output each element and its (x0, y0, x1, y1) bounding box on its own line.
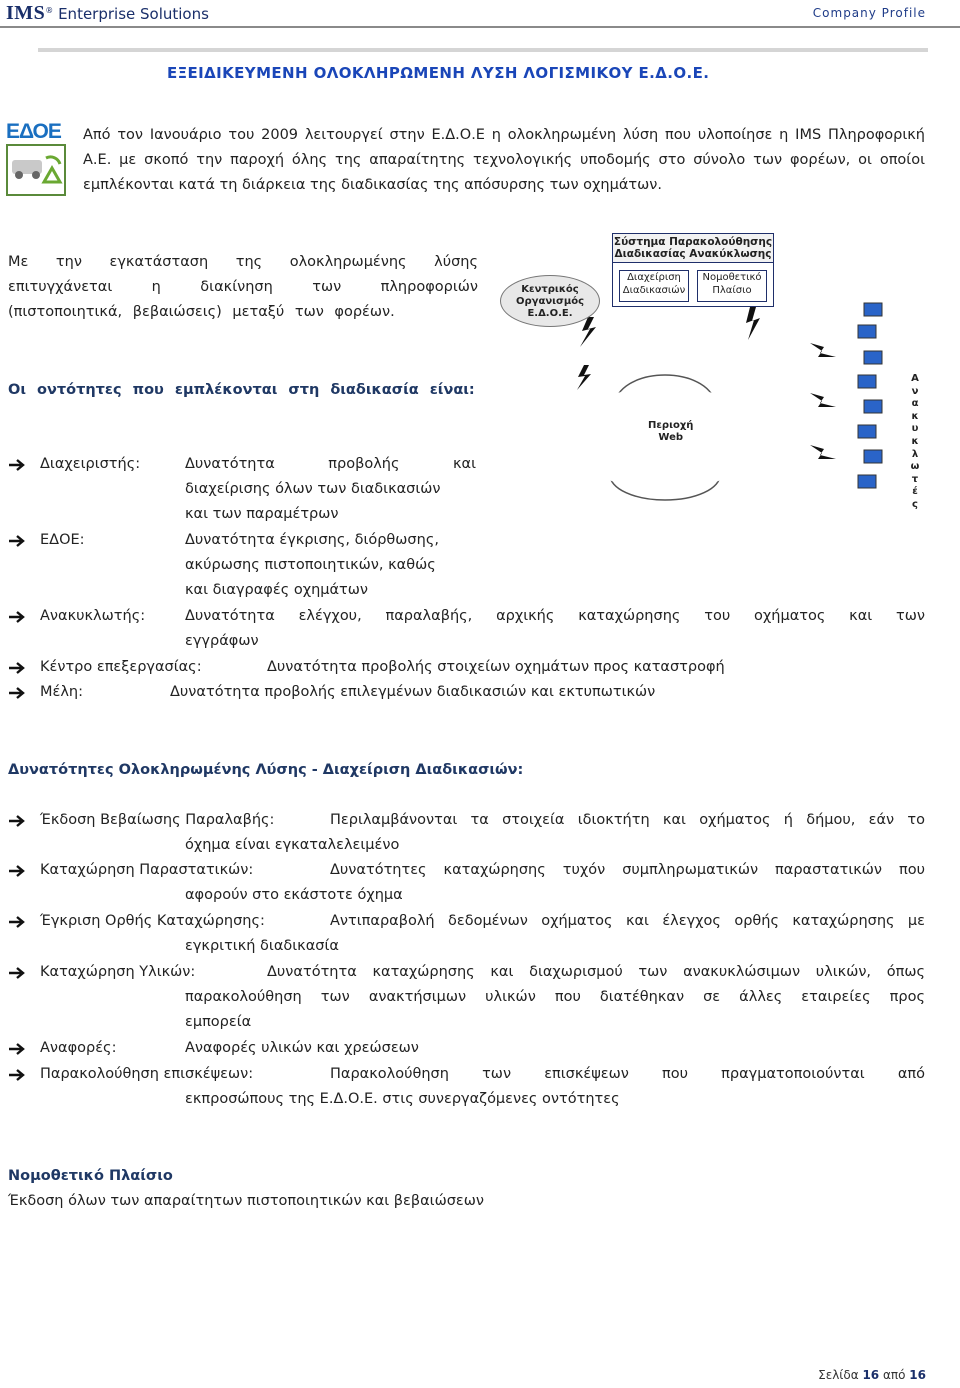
central-line2: Οργανισμός (516, 296, 584, 307)
arrow-right-icon (8, 661, 26, 675)
capabilities-heading: Δυνατότητες Ολοκληρωμένης Λύσης - Διαχείριση Διαδικασιών: (8, 762, 524, 778)
capability-item (8, 1062, 928, 1112)
capability-text-line: εγκριτική διαδικασία (185, 938, 339, 954)
capabilities-list (8, 808, 928, 1118)
ims-logo (6, 2, 209, 25)
capability-text-line: Αναφορές υλικών και χρεώσεων (185, 1040, 419, 1056)
capability-label: Έγκριση Ορθής Καταχώρησης: (40, 913, 265, 929)
legal-framework-box (697, 270, 767, 302)
recyclers-char: κ (911, 435, 919, 447)
central-line3: Ε.Δ.Ο.Ε. (527, 308, 573, 319)
process-box-line2: Διαδικασιών (622, 285, 686, 296)
entities-list (8, 452, 928, 712)
capability-label: Καταχώρηση Υλικών: (40, 964, 196, 980)
web-line1: Περιοχή (648, 420, 694, 431)
capability-item (8, 808, 928, 858)
entity-text-line: Δυνατότητα προβολής και (185, 456, 476, 472)
recyclers-char: α (911, 398, 919, 410)
capability-item (8, 909, 928, 959)
central-line1: Κεντρικός (521, 284, 579, 295)
edoe-logo-text: ΕΔΟΕ (6, 120, 61, 143)
recyclers-char: υ (911, 423, 919, 435)
entity-item (8, 452, 928, 527)
arrow-right-icon (8, 534, 26, 548)
capability-text-line: αφορούν στο εκάστοτε όχημα (185, 887, 403, 903)
ims-registered-mark: ® (45, 6, 54, 15)
capability-label: Παρακολούθηση επισκέψεων: (40, 1066, 254, 1082)
entities-heading: Οι οντότητες που εμπλέκονται στη διαδικασία είναι: (8, 382, 475, 398)
header-divider (0, 26, 960, 28)
process-box-line1: Διαχείριση (627, 272, 681, 283)
capability-item (8, 1036, 928, 1061)
capability-text-line: εκπροσώπους της Ε.Δ.Ο.Ε. στις συνεργαζόμενες οντότητες (185, 1091, 620, 1107)
entity-text-line: Δυνατότητα προβολής στοιχείων οχημάτων προς καταστροφή (267, 659, 725, 675)
footer-prefix: Σελίδα (818, 1368, 859, 1382)
entity-label: Ανακυκλωτής: (40, 608, 146, 624)
legal-box-line2: Πλαίσιο (712, 285, 752, 296)
legal-box-line1: Νομοθετικό (702, 272, 762, 283)
capability-label: Αναφορές: (40, 1040, 117, 1056)
installation-paragraph: Με την εγκατάσταση της ολοκληρωμένης λύσης επιτυγχάνεται η διακίνηση των πληροφοριών (πιστοποιητικά, βεβαιώσεις) μεταξύ των φορέων. (8, 254, 478, 320)
capability-item (8, 960, 928, 1035)
entity-label: ΕΔΟΕ: (40, 532, 85, 548)
entity-label: Διαχειριστής: (40, 456, 141, 472)
entity-text-line: ακύρωσης πιστοποιητικών, καθώς (185, 557, 436, 573)
recyclers-char: τ (911, 473, 919, 485)
arrow-right-icon (8, 814, 26, 828)
intro-paragraph: Από τον Ιανουάριο του 2009 λειτουργεί στην Ε.Δ.Ο.Ε η ολοκληρωμένη λύση που υλοποίησε η IMS Πληροφορική Α.Ε. με σκοπό την παροχή όλης της απαραίτητης τεχνολογικής υποδομής στο σύνολο των φορέων, οι οποίοι εμπλέκονται κατά τη διάρκεια της διαδικασίας της απόσυρσης των οχημάτων. (83, 127, 925, 193)
legal-heading: Νομοθετικό Πλαίσιο (8, 1168, 173, 1184)
capability-label: Έκδοση Βεβαίωσης Παραλαβής: (40, 812, 275, 828)
entity-text-line: εγγράφων (185, 633, 259, 649)
entity-text-line: Δυνατότητα έγκρισης, διόρθωσης, (185, 532, 439, 548)
ims-brand: IMS (6, 2, 46, 24)
entity-item (8, 655, 928, 680)
legal-text: Έκδοση όλων των απαραίτητων πιστοποιητικών και βεβαιώσεων (8, 1193, 484, 1209)
capability-text-line: Παρακολούθηση των επισκέψεων που πραγματοποιούνται από (330, 1066, 925, 1082)
central-organization (500, 275, 600, 327)
entity-text-line: και των παραμέτρων (185, 506, 339, 522)
edoe-logo (6, 120, 68, 200)
system-title-line1: Σύστημα Παρακολούθησης (613, 236, 773, 248)
monitoring-system-box (612, 233, 774, 307)
recyclers-char: Α (911, 373, 919, 384)
monitoring-system-title (613, 234, 773, 263)
arrow-right-icon (8, 1068, 26, 1082)
capability-label: Καταχώρηση Παραστατικών: (40, 862, 254, 878)
capability-text-line: Δυνατότητες καταχώρησης τυχόν συμπληρωματικών παραστατικών που (330, 862, 925, 878)
page-title: ΕΞΕΙΔΙΚΕΥΜΕΝΗ ΟΛΟΚΛΗΡΩΜΕΝΗ ΛΥΣΗ ΛΟΓΙΣΜΙΚΟΥ Ε.Δ.Ο.Ε. (167, 64, 710, 82)
arrow-right-icon (8, 1042, 26, 1056)
entity-text-line: Δυνατότητα προβολής επιλεγμένων διαδικασιών και εκτυπωτικών (170, 684, 656, 700)
footer-mid: από (882, 1368, 906, 1382)
ims-brand-rest: Enterprise Solutions (58, 5, 209, 23)
recyclers-char: ς (912, 498, 918, 510)
capability-text-line: Δυνατότητα καταχώρησης και διαχωρισμού των ανακυκλώσιμων υλικών, όπως (267, 964, 925, 980)
capability-text-line: Αντιπαραβολή δεδομένων οχήματος και έλεγχος ορθής καταχώρησης με (330, 913, 925, 929)
entity-text-line: και διαγραφές οχημάτων (185, 582, 369, 598)
capability-text-line: εμπορεία (185, 1014, 252, 1030)
capability-text-line: όχημα είναι εγκαταλελειμένο (185, 837, 400, 853)
company-profile-label: Company Profile (812, 6, 926, 20)
arrow-right-icon (8, 915, 26, 929)
recyclers-char: λ (911, 448, 919, 460)
entity-item (8, 528, 928, 603)
entity-item (8, 680, 928, 705)
page-footer (818, 1368, 926, 1382)
capability-item (8, 858, 928, 908)
recyclers-char: ν (911, 385, 919, 397)
web-area-label (648, 420, 693, 444)
process-management-box (619, 270, 689, 302)
arrow-right-icon (8, 610, 26, 624)
capability-text-line: παρακολούθηση των ανακτήσιμων υλικών που διατέθηκαν σε άλλες εταιρείες προς (185, 989, 925, 1005)
recyclers-char: έ (912, 486, 918, 498)
recycle-car-icon (6, 144, 66, 196)
entity-text-line: διαχείρισης όλων των διαδικασιών (185, 481, 441, 497)
web-line2: Web (658, 432, 684, 443)
title-divider (38, 48, 928, 52)
recyclers-char: ω (910, 461, 920, 473)
footer-page-number: 16 (862, 1368, 880, 1382)
entity-item (8, 604, 928, 654)
capability-text-line: Περιλαμβάνονται τα στοιχεία ιδιοκτήτη και οχήματος ή δήμου, εάν το (330, 812, 925, 828)
system-title-line2: Διαδικασίας Ανακύκλωσης (614, 248, 772, 260)
entity-text-line: Δυνατότητα ελέγχου, παραλαβής, αρχικής καταχώρησης του οχήματος και των (185, 608, 925, 624)
arrow-right-icon (8, 966, 26, 980)
arrow-right-icon (8, 864, 26, 878)
entity-label: Κέντρο επεξεργασίας: (40, 659, 202, 675)
footer-total-pages: 16 (909, 1368, 926, 1382)
arrow-right-icon (8, 686, 26, 700)
entity-label: Μέλη: (40, 684, 84, 700)
arrow-right-icon (8, 458, 26, 472)
recyclers-char: κ (911, 410, 919, 422)
